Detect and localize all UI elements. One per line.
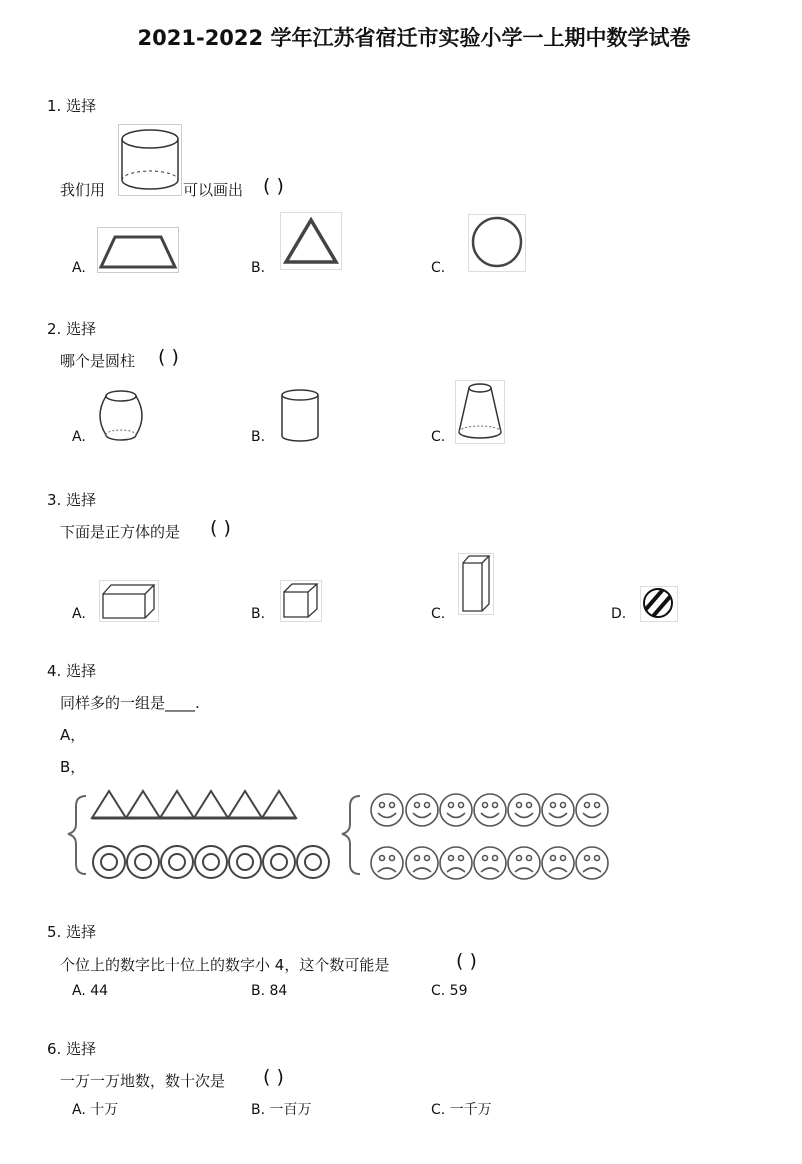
answer-blank[interactable]: ( )	[456, 950, 477, 972]
option-c-label[interactable]: C.	[431, 260, 446, 276]
cuboid-figure	[99, 580, 159, 622]
question-3-header: 3. 选择	[47, 491, 97, 509]
question-6-header: 6. 选择	[47, 1040, 97, 1058]
option-c[interactable]: C. 一千万	[431, 1102, 492, 1118]
option-a-label[interactable]: A.	[72, 429, 86, 445]
option-b[interactable]: B. 84	[251, 983, 288, 999]
striped-ball-figure	[640, 586, 678, 622]
cylinder-figure	[118, 124, 182, 196]
question-5-text: 个位上的数字比十位上的数字小 4，这个数可能是	[60, 956, 390, 974]
question-5-header: 5. 选择	[47, 923, 97, 941]
option-b[interactable]: B. 一百万	[251, 1102, 312, 1118]
cube-figure	[280, 580, 322, 622]
option-c-label[interactable]: C.	[431, 429, 446, 445]
option-d-label[interactable]: D.	[611, 606, 627, 622]
question-3-text: 下面是正方体的是	[60, 523, 181, 541]
option-b-label[interactable]: B.	[251, 606, 266, 622]
question-2-text: 哪个是圆柱	[60, 352, 136, 370]
page-title: 2021-2022 学年江苏省宿迁市实验小学一上期中数学试卷	[137, 26, 691, 50]
answer-blank[interactable]: ( )	[263, 1066, 284, 1088]
option-a[interactable]: A. 十万	[72, 1102, 119, 1118]
option-a-label[interactable]: A.	[72, 606, 86, 622]
answer-blank[interactable]: ( )	[263, 175, 284, 197]
smiley-faces-group-figure	[338, 786, 612, 884]
barrel-figure	[96, 386, 146, 444]
question-1-text-post: 可以画出	[183, 181, 244, 199]
question-4-text: 同样多的一组是____.	[60, 694, 200, 712]
triangles-circles-group-figure	[62, 786, 334, 884]
frustum-figure	[455, 380, 505, 444]
answer-blank[interactable]: ( )	[158, 346, 179, 368]
trapezoid-figure	[97, 227, 179, 273]
option-b-label[interactable]: B，	[60, 758, 86, 776]
option-a-label[interactable]: A，	[60, 726, 86, 744]
circle-figure	[468, 214, 526, 272]
question-1-text-pre: 我们用	[60, 181, 106, 199]
option-c-label[interactable]: C.	[431, 606, 446, 622]
cylinder-figure	[276, 386, 324, 444]
option-a[interactable]: A. 44	[72, 983, 109, 999]
answer-blank[interactable]: ( )	[210, 517, 231, 539]
question-1-header: 1. 选择	[47, 97, 97, 115]
option-c[interactable]: C. 59	[431, 983, 468, 999]
question-4-header: 4. 选择	[47, 662, 97, 680]
triangle-figure	[280, 212, 342, 270]
option-b-label[interactable]: B.	[251, 429, 266, 445]
question-2-header: 2. 选择	[47, 320, 97, 338]
tall-prism-figure	[458, 553, 494, 615]
option-b-label[interactable]: B.	[251, 260, 266, 276]
option-a-label[interactable]: A.	[72, 260, 86, 276]
question-6-text: 一万一万地数，数十次是	[60, 1072, 226, 1090]
